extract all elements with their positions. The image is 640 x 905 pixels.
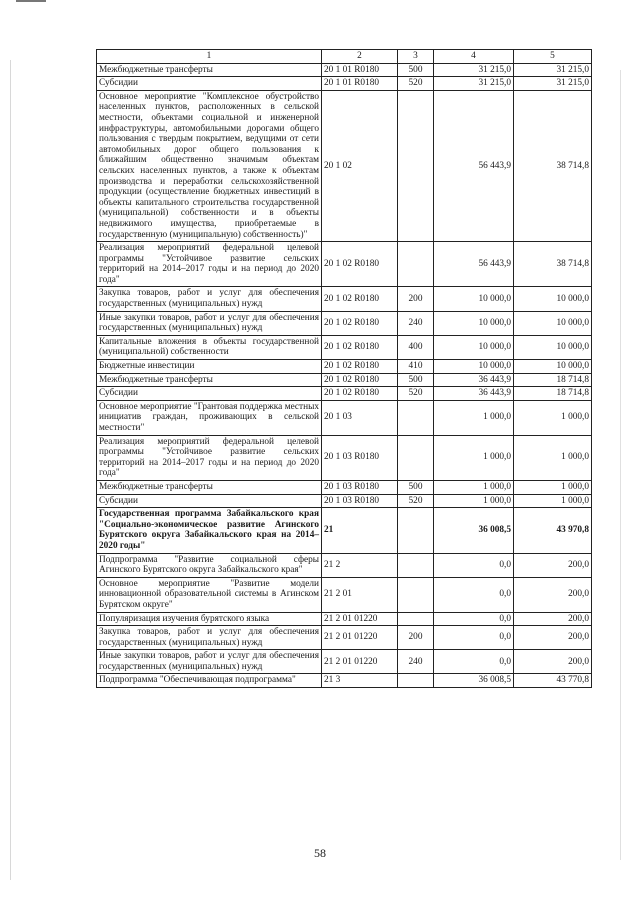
scan-left-margin-line	[10, 60, 11, 880]
row-value-col4: 10 000,0	[434, 311, 514, 335]
row-name: Межбюджетные трансферты	[97, 63, 322, 77]
row-value-col5: 1 000,0	[514, 435, 592, 480]
table-row	[97, 400, 592, 435]
row-name: Субсидии	[97, 387, 322, 401]
table-row	[97, 494, 592, 508]
row-name: Реализация мероприятий федеральной целевой программы "Устойчивое развитие сельских территорий на 2014–2017 годы и на период до 2020 года"	[97, 242, 322, 287]
row-value-col4: 1 000,0	[434, 494, 514, 508]
table-row	[97, 360, 592, 374]
row-code: 20 1 03 R0180	[322, 435, 398, 480]
table-row	[97, 311, 592, 335]
table-row	[97, 674, 592, 688]
row-expense-type: 520	[398, 387, 434, 401]
row-value-col4: 0,0	[434, 626, 514, 650]
row-value-col5: 200,0	[514, 553, 592, 577]
row-value-col4: 1 000,0	[434, 400, 514, 435]
row-expense-type: 500	[398, 373, 434, 387]
row-value-col5: 200,0	[514, 650, 592, 674]
table-row	[97, 508, 592, 553]
row-code: 21 3	[322, 674, 398, 688]
row-code: 20 1 02 R0180	[322, 335, 398, 359]
row-name: Подпрограмма "Обеспечивающая подпрограмма"	[97, 674, 322, 688]
row-value-col5: 1 000,0	[514, 400, 592, 435]
header-col-3: 3	[398, 50, 434, 64]
table-row	[97, 626, 592, 650]
row-value-col5: 31 215,0	[514, 63, 592, 77]
row-expense-type: 500	[398, 480, 434, 494]
page-number: 58	[314, 846, 326, 860]
row-code: 20 1 02 R0180	[322, 242, 398, 287]
table-row	[97, 553, 592, 577]
row-value-col5: 10 000,0	[514, 360, 592, 374]
row-code: 21 2 01 01220	[322, 626, 398, 650]
row-value-col4: 1 000,0	[434, 480, 514, 494]
row-code: 20 1 02 R0180	[322, 373, 398, 387]
row-name: Основное мероприятие "Грантовая поддержка местных инициатив граждан, проживающих в сельской местности"	[97, 400, 322, 435]
row-code: 21 2 01 01220	[322, 612, 398, 626]
table-row	[97, 287, 592, 311]
table-row	[97, 63, 592, 77]
row-value-col4: 10 000,0	[434, 335, 514, 359]
table-row	[97, 77, 592, 91]
header-col-5: 5	[514, 50, 592, 64]
row-code: 20 1 02 R0180	[322, 311, 398, 335]
row-expense-type	[398, 553, 434, 577]
row-code: 20 1 02 R0180	[322, 387, 398, 401]
table-row	[97, 335, 592, 359]
row-value-col5: 1 000,0	[514, 480, 592, 494]
row-name: Межбюджетные трансферты	[97, 373, 322, 387]
row-name: Иные закупки товаров, работ и услуг для обеспечения государственных (муниципальных) нужд	[97, 650, 322, 674]
row-expense-type: 400	[398, 335, 434, 359]
row-expense-type: 500	[398, 63, 434, 77]
row-value-col5: 43 970,8	[514, 508, 592, 553]
header-col-1: 1	[97, 50, 322, 64]
table-row	[97, 387, 592, 401]
row-name: Популяризация изучения бурятского языка	[97, 612, 322, 626]
row-expense-type: 410	[398, 360, 434, 374]
row-expense-type: 240	[398, 311, 434, 335]
row-value-col4: 1 000,0	[434, 435, 514, 480]
row-value-col5: 43 770,8	[514, 674, 592, 688]
row-value-col4: 36 008,5	[434, 674, 514, 688]
row-value-col4: 0,0	[434, 553, 514, 577]
row-expense-type	[398, 435, 434, 480]
row-name: Основное мероприятие "Развитие модели инновационной образовательной системы в Агинском Бурятском округе"	[97, 577, 322, 612]
row-value-col4: 36 443,9	[434, 373, 514, 387]
table-row	[97, 480, 592, 494]
row-value-col5: 200,0	[514, 626, 592, 650]
row-name: Бюджетные инвестиции	[97, 360, 322, 374]
row-code: 20 1 03 R0180	[322, 494, 398, 508]
row-expense-type	[398, 508, 434, 553]
row-expense-type: 200	[398, 287, 434, 311]
scan-right-margin-line	[620, 70, 621, 860]
row-value-col4: 0,0	[434, 577, 514, 612]
row-name: Реализация мероприятий федеральной целевой программы "Устойчивое развитие сельских территорий на 2014–2017 годы и на период до 2020 года"	[97, 435, 322, 480]
row-value-col4: 31 215,0	[434, 63, 514, 77]
row-name: Основное мероприятие "Комплексное обустройство населенных пунктов, расположенных в сельской местности, объектами социальной и инженерной инфраструктуры, автомобильными дорогами общего пользования с твердым покрытием, ведущими от сети автомобильных дорог общего пользования к ближайшим общественно значимым объектам сельских населенных пунктов, а также к объектам производства и переработки сельскохозяйственной продукции (осуществление бюджетных инвестиций в объекты капитального строительства государственной (муниципальной) собственности и в объекты недвижимого имущества, приобретаемые в государственную (муниципальную) собственность)"	[97, 90, 322, 241]
row-value-col4: 0,0	[434, 612, 514, 626]
row-value-col4: 10 000,0	[434, 360, 514, 374]
row-value-col5: 10 000,0	[514, 287, 592, 311]
row-value-col4: 31 215,0	[434, 77, 514, 91]
row-value-col4: 36 008,5	[434, 508, 514, 553]
row-code: 20 1 03	[322, 400, 398, 435]
row-value-col4: 36 443,9	[434, 387, 514, 401]
row-value-col5: 31 215,0	[514, 77, 592, 91]
row-value-col5: 10 000,0	[514, 311, 592, 335]
row-expense-type	[398, 90, 434, 241]
table-row	[97, 612, 592, 626]
row-value-col5: 10 000,0	[514, 335, 592, 359]
row-name: Субсидии	[97, 77, 322, 91]
budget-table	[96, 49, 592, 688]
row-value-col4: 10 000,0	[434, 287, 514, 311]
table-row	[97, 435, 592, 480]
row-code: 20 1 01 R0180	[322, 63, 398, 77]
table-header-row	[97, 50, 592, 64]
row-name: Подпрограмма "Развитие социальной сферы Агинского Бурятского округа Забайкальского края"	[97, 553, 322, 577]
row-code: 21 2 01 01220	[322, 650, 398, 674]
row-name: Межбюджетные трансферты	[97, 480, 322, 494]
row-code: 20 1 02 R0180	[322, 360, 398, 374]
row-name: Государственная программа Забайкальского края "Социально-экономическое развитие Агинского Бурятского округа Забайкальского края на 2014–2020 годы"	[97, 508, 322, 553]
row-expense-type: 200	[398, 626, 434, 650]
row-code: 21 2 01	[322, 577, 398, 612]
row-name: Закупка товаров, работ и услуг для обеспечения государственных (муниципальных) нужд	[97, 626, 322, 650]
row-value-col5: 38 714,8	[514, 242, 592, 287]
table-row	[97, 650, 592, 674]
header-col-4: 4	[434, 50, 514, 64]
row-expense-type: 520	[398, 494, 434, 508]
table-row	[97, 242, 592, 287]
row-expense-type	[398, 242, 434, 287]
row-value-col4: 0,0	[434, 650, 514, 674]
row-code: 20 1 01 R0180	[322, 77, 398, 91]
row-expense-type	[398, 612, 434, 626]
table-row	[97, 577, 592, 612]
row-code: 20 1 03 R0180	[322, 480, 398, 494]
scan-edge-mark	[16, 0, 46, 2]
row-value-col5: 200,0	[514, 612, 592, 626]
row-name: Иные закупки товаров, работ и услуг для обеспечения государственных (муниципальных) нужд	[97, 311, 322, 335]
row-name: Капитальные вложения в объекты государственной (муниципальной) собственности	[97, 335, 322, 359]
row-value-col5: 1 000,0	[514, 494, 592, 508]
row-value-col5: 18 714,8	[514, 387, 592, 401]
row-value-col4: 56 443,9	[434, 90, 514, 241]
table-row	[97, 373, 592, 387]
row-code: 20 1 02	[322, 90, 398, 241]
header-col-2: 2	[322, 50, 398, 64]
row-code: 21	[322, 508, 398, 553]
row-expense-type	[398, 674, 434, 688]
row-expense-type: 520	[398, 77, 434, 91]
row-value-col5: 18 714,8	[514, 373, 592, 387]
row-code: 21 2	[322, 553, 398, 577]
row-expense-type	[398, 400, 434, 435]
row-value-col5: 38 714,8	[514, 90, 592, 241]
row-name: Закупка товаров, работ и услуг для обеспечения государственных (муниципальных) нужд	[97, 287, 322, 311]
row-name: Субсидии	[97, 494, 322, 508]
row-value-col4: 56 443,9	[434, 242, 514, 287]
row-expense-type: 240	[398, 650, 434, 674]
row-value-col5: 200,0	[514, 577, 592, 612]
row-expense-type	[398, 577, 434, 612]
row-code: 20 1 02 R0180	[322, 287, 398, 311]
table-row	[97, 90, 592, 241]
